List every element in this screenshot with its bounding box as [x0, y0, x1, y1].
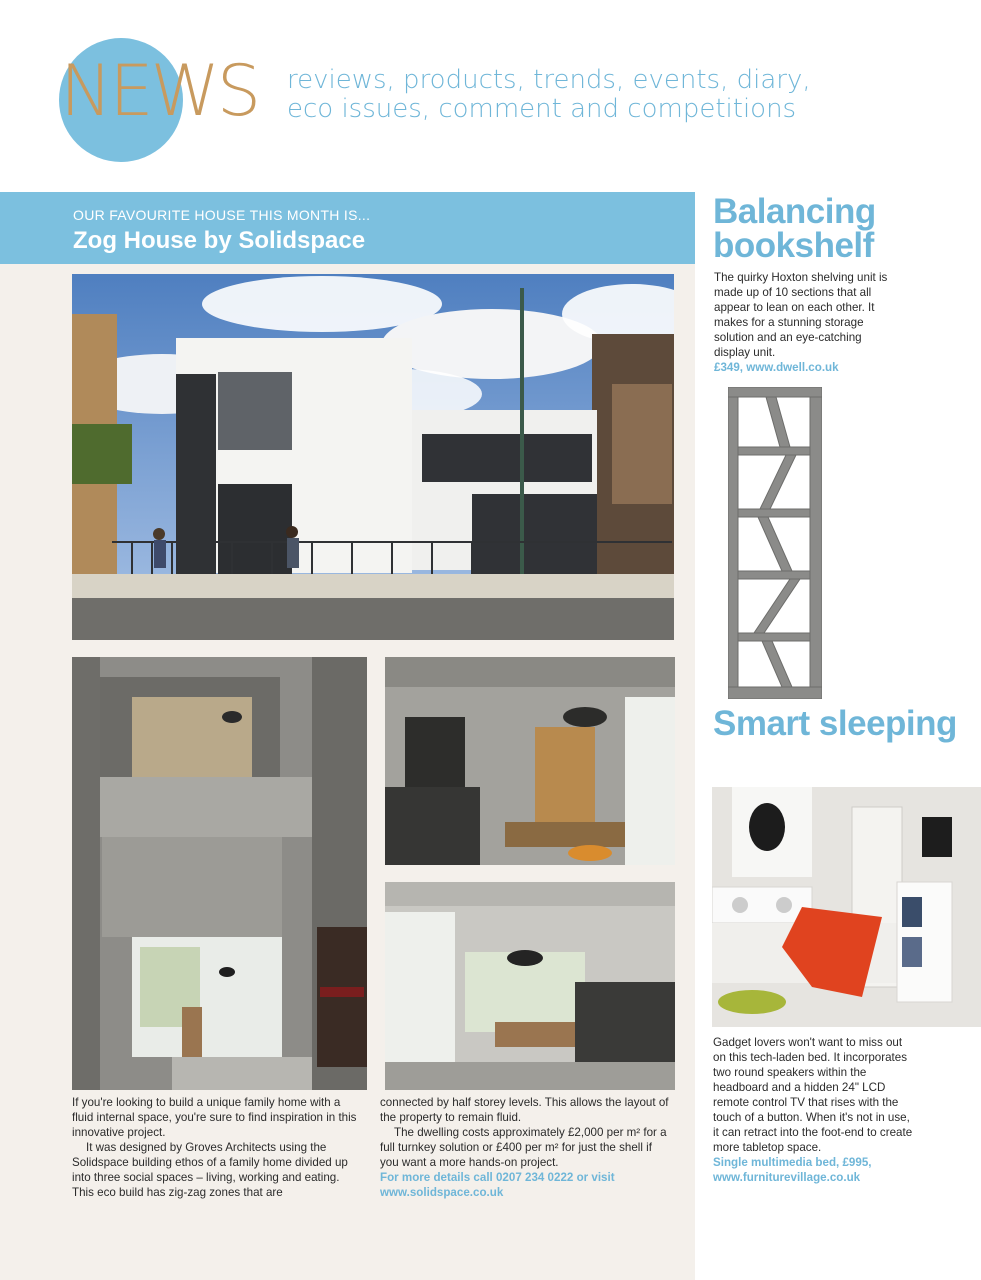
feature-paragraph-1: If you're looking to build a unique family home with a fluid internal space, you're sure to find inspiration in this innovative project. [72, 1096, 357, 1139]
bed-description: Gadget lovers won't want to miss out on this tech-laden bed. It incorporates two round speakers within the headboard and a hidden 24" LCD remote control TV that rises with the touch of a button. When it's not in use, it can retract into the foot-end to create more tabletop space. [713, 1036, 913, 1154]
bookshelf-description-block [714, 270, 894, 375]
news-tagline: reviews, products, trends, events, diary, eco issues, comment and competitions [287, 65, 811, 124]
bed-price-link[interactable]: Single multimedia bed, £995, www.furniturevillage.co.uk [713, 1156, 872, 1184]
multimedia-bed-photo [712, 787, 981, 1027]
bed-description-block [713, 1035, 913, 1185]
feature-body-column-1 [72, 1095, 362, 1200]
kitchen-stair-photo [385, 657, 675, 865]
bookshelf-description: The quirky Hoxton shelving unit is made up of 10 sections that all appear to lean on each other. It makes for a stunning storage solution and an eye-catching display unit. [714, 271, 888, 359]
zog-house-exterior-photo [72, 274, 674, 640]
dining-kitchen-photo [385, 882, 675, 1090]
feature-paragraph-4: The dwelling costs approximately £2,000 per m² for a full turnkey solution or £400 per m² for just the shell if you want a more hands-on project. [380, 1126, 667, 1169]
sleeping-heading: Smart sleeping [713, 704, 957, 743]
feature-title: Zog House by Solidspace [73, 227, 366, 254]
feature-paragraph-2: It was designed by Groves Architects using the Solidspace building ethos of a family home divided up into three social spaces – living, working and eating. This eco build has zig-zag zones that are [72, 1141, 348, 1199]
feature-contact-link[interactable]: For more details call 0207 234 0222 or visit www.solidspace.co.uk [380, 1171, 615, 1199]
bookshelf-price-link[interactable]: £349, www.dwell.co.uk [714, 361, 839, 374]
feature-body-column-2 [380, 1095, 670, 1200]
atrium-interior-photo [72, 657, 367, 1090]
hoxton-bookshelf-image [728, 387, 822, 699]
feature-kicker: OUR FAVOURITE HOUSE THIS MONTH IS... [73, 207, 371, 223]
news-heading: NEWS [60, 50, 259, 132]
feature-paragraph-3: connected by half storey levels. This allows the layout of the property to remain fluid. [380, 1096, 669, 1124]
bookshelf-heading: Balancing bookshelf [713, 192, 876, 265]
